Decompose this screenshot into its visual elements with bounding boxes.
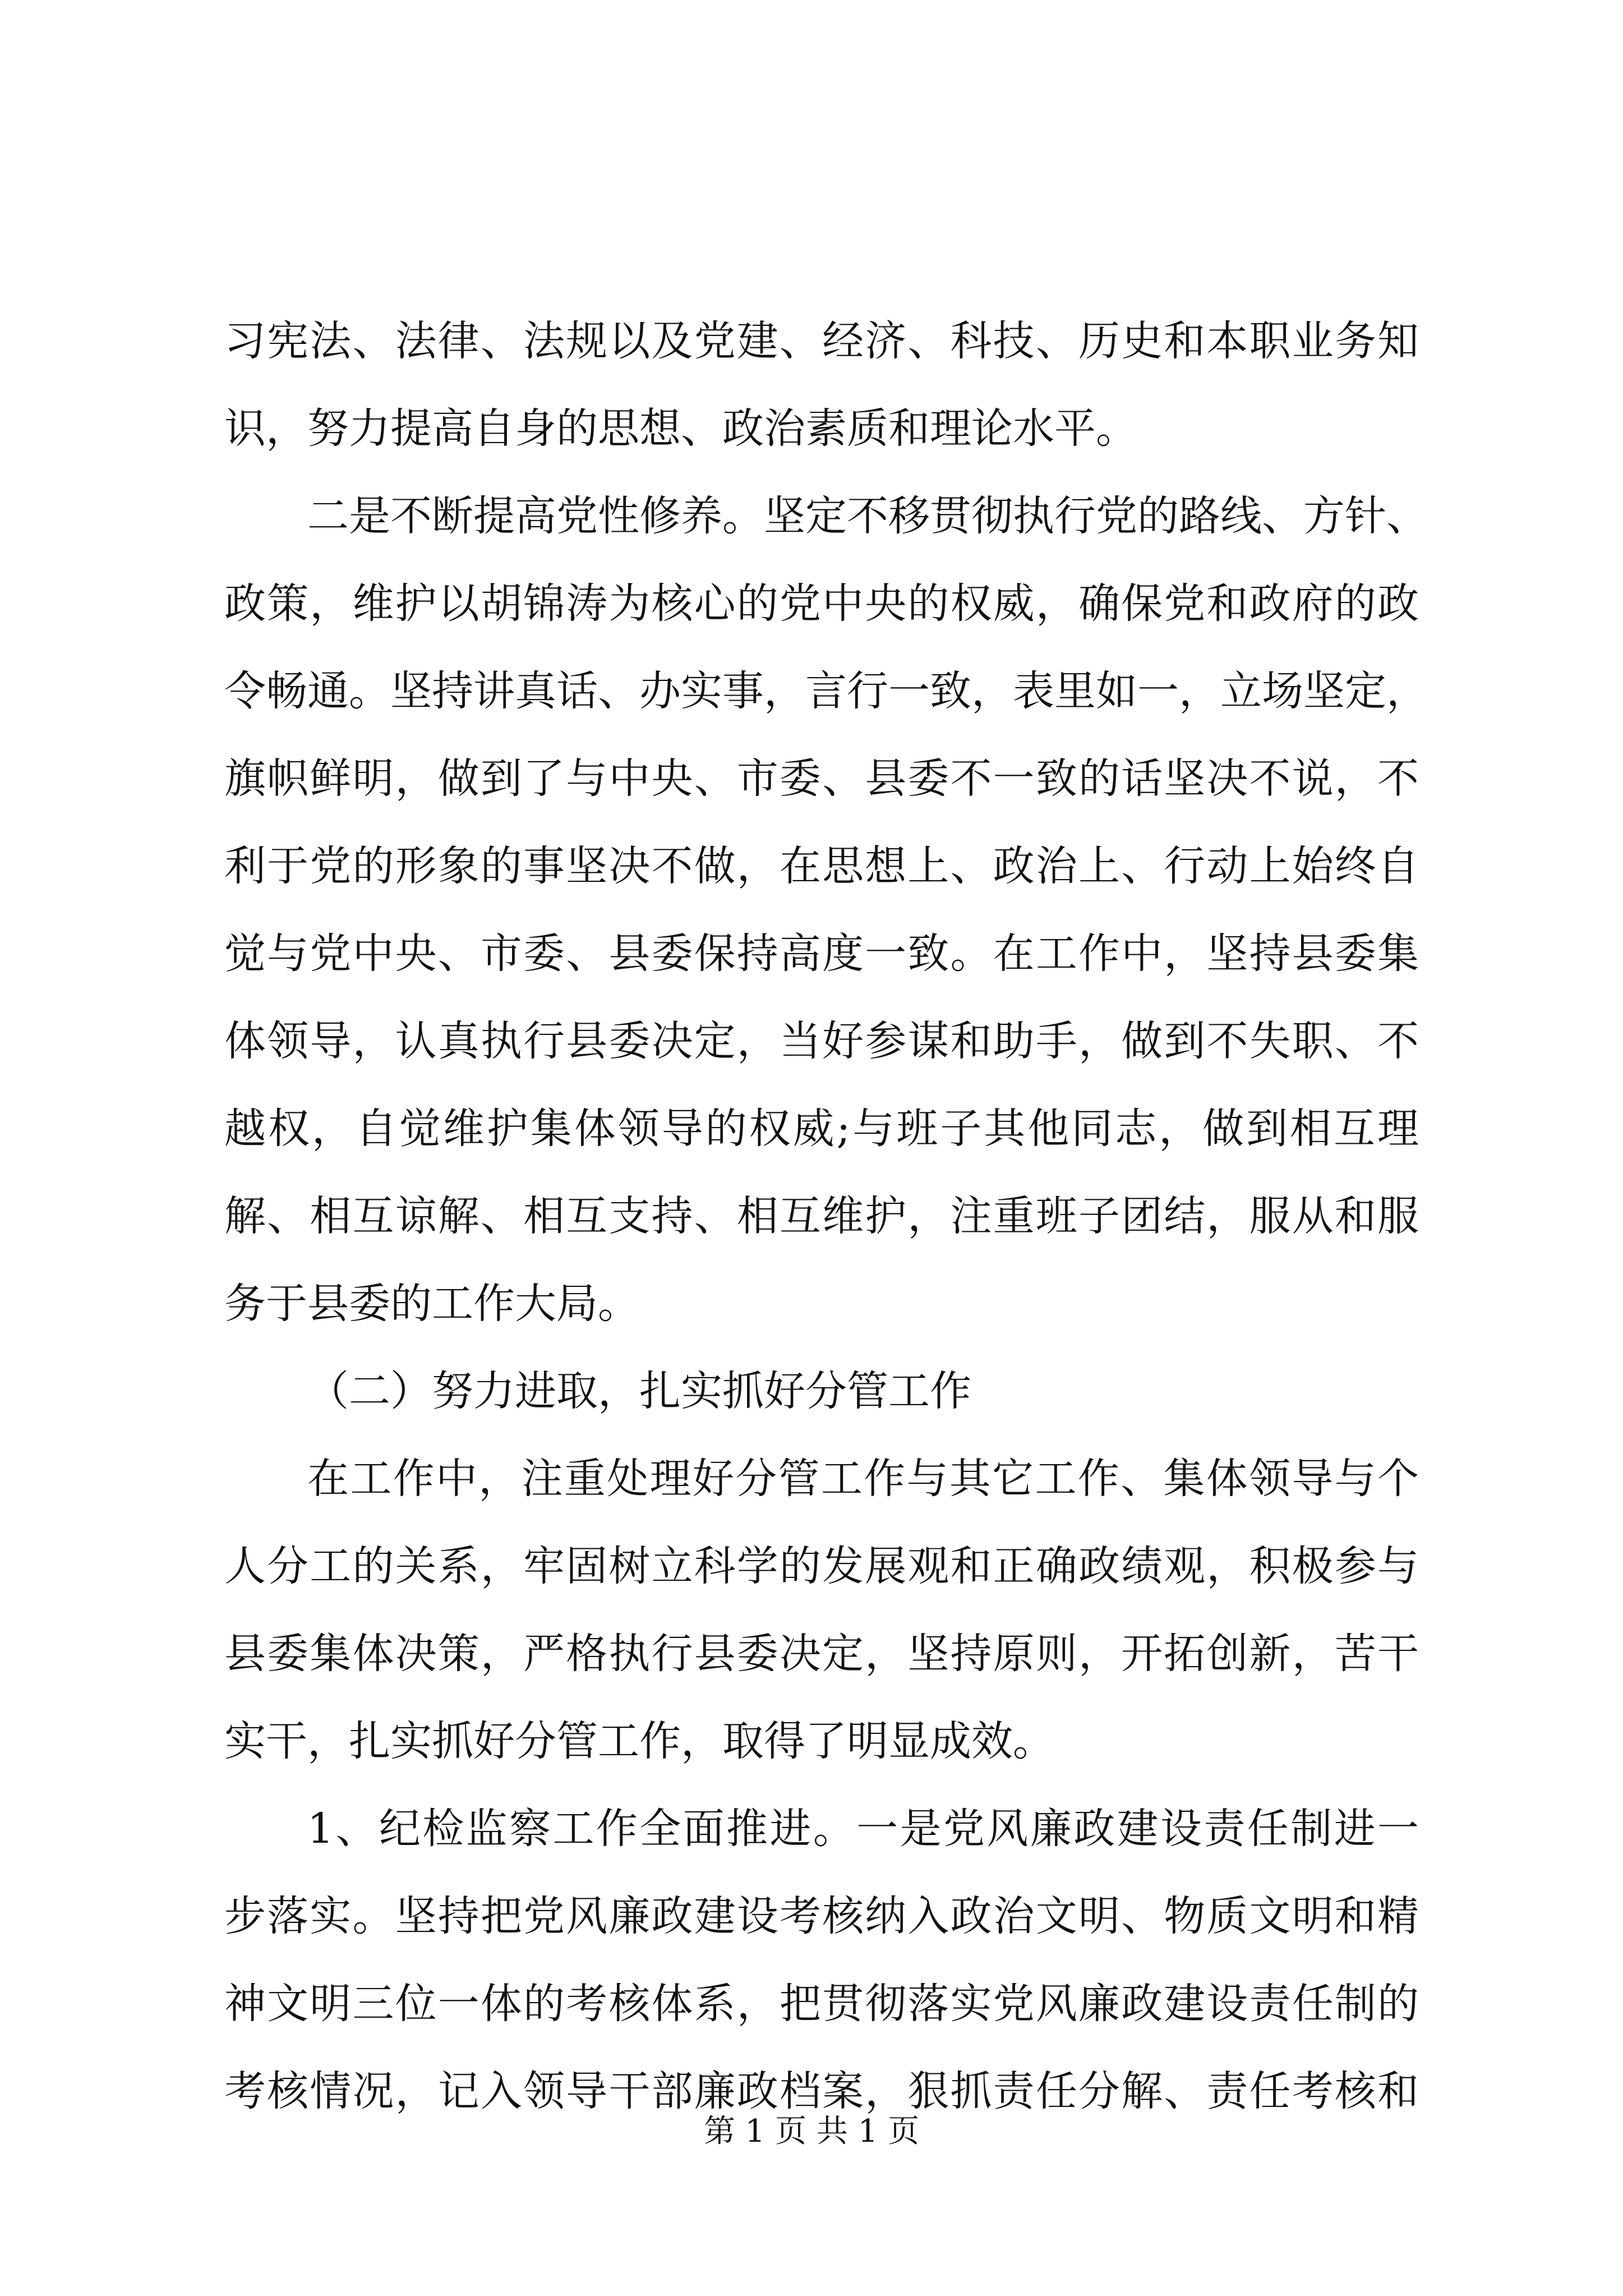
body-text bbox=[224, 297, 1428, 2135]
paragraph-line: 人分工的关系，牢固树立科学的发展观和正确政绩观，积极参与 bbox=[224, 1542, 1419, 1590]
paragraph-line: 觉与党中央、市委、县委保持高度一致。在工作中，坚持县委集 bbox=[224, 930, 1419, 978]
paragraph-line: 在工作中，注重处理好分管工作与其它工作、集体领导与个 bbox=[307, 1455, 1419, 1503]
paragraph-line: 步落实。坚持把党风廉政建设考核纳入政治文明、物质文明和精 bbox=[224, 1892, 1419, 1940]
page-number-footer: 第 1 页 共 1 页 bbox=[703, 2113, 920, 2150]
paragraph-line: 习宪法、法律、法规以及党建、经济、科技、历史和本职业务知 bbox=[224, 317, 1419, 365]
paragraph-line: 实干，扎实抓好分管工作，取得了明显成效。 bbox=[224, 1717, 1054, 1765]
paragraph-line: 识，努力提高自身的思想、政治素质和理论水平。 bbox=[224, 404, 1137, 453]
paragraph-line: 利于党的形象的事坚决不做，在思想上、政治上、行动上始终自 bbox=[224, 842, 1419, 890]
paragraph-line: 政策，维护以胡锦涛为核心的党中央的权威，确保党和政府的政 bbox=[224, 579, 1419, 628]
paragraph-line: 县委集体决策，严格执行县委决定，坚持原则，开拓创新，苦干 bbox=[224, 1630, 1419, 1678]
paragraph-line: 务于县委的工作大局。 bbox=[224, 1280, 639, 1328]
section-heading: （二）努力进取，扎实抓好分管工作 bbox=[307, 1367, 971, 1415]
paragraph-line: 体领导，认真执行县委决定，当好参谋和助手，做到不失职、不 bbox=[224, 1017, 1419, 1065]
paragraph-line: 考核情况，记入领导干部廉政档案，狠抓责任分解、责任考核和 bbox=[224, 2067, 1419, 2115]
paragraph-line: 二是不断提高党性修养。坚定不移贯彻执行党的路线、方针、 bbox=[307, 492, 1428, 540]
paragraph-line: 旗帜鲜明，做到了与中央、市委、县委不一致的话坚决不说，不 bbox=[224, 754, 1419, 803]
paragraph-line: 令畅通。坚持讲真话、办实事，言行一致，表里如一，立场坚定， bbox=[224, 667, 1428, 715]
paragraph-line: 1、纪检监察工作全面推进。一是党风廉政建设责任制进一 bbox=[307, 1805, 1419, 1853]
paragraph-line: 解、相互谅解、相互支持、相互维护，注重班子团结，服从和服 bbox=[224, 1192, 1419, 1240]
paragraph-line: 越权，自觉维护集体领导的权威;与班子其他同志，做到相互理 bbox=[224, 1105, 1419, 1153]
paragraph-line: 神文明三位一体的考核体系，把贯彻落实党风廉政建设责任制的 bbox=[224, 1980, 1419, 2028]
